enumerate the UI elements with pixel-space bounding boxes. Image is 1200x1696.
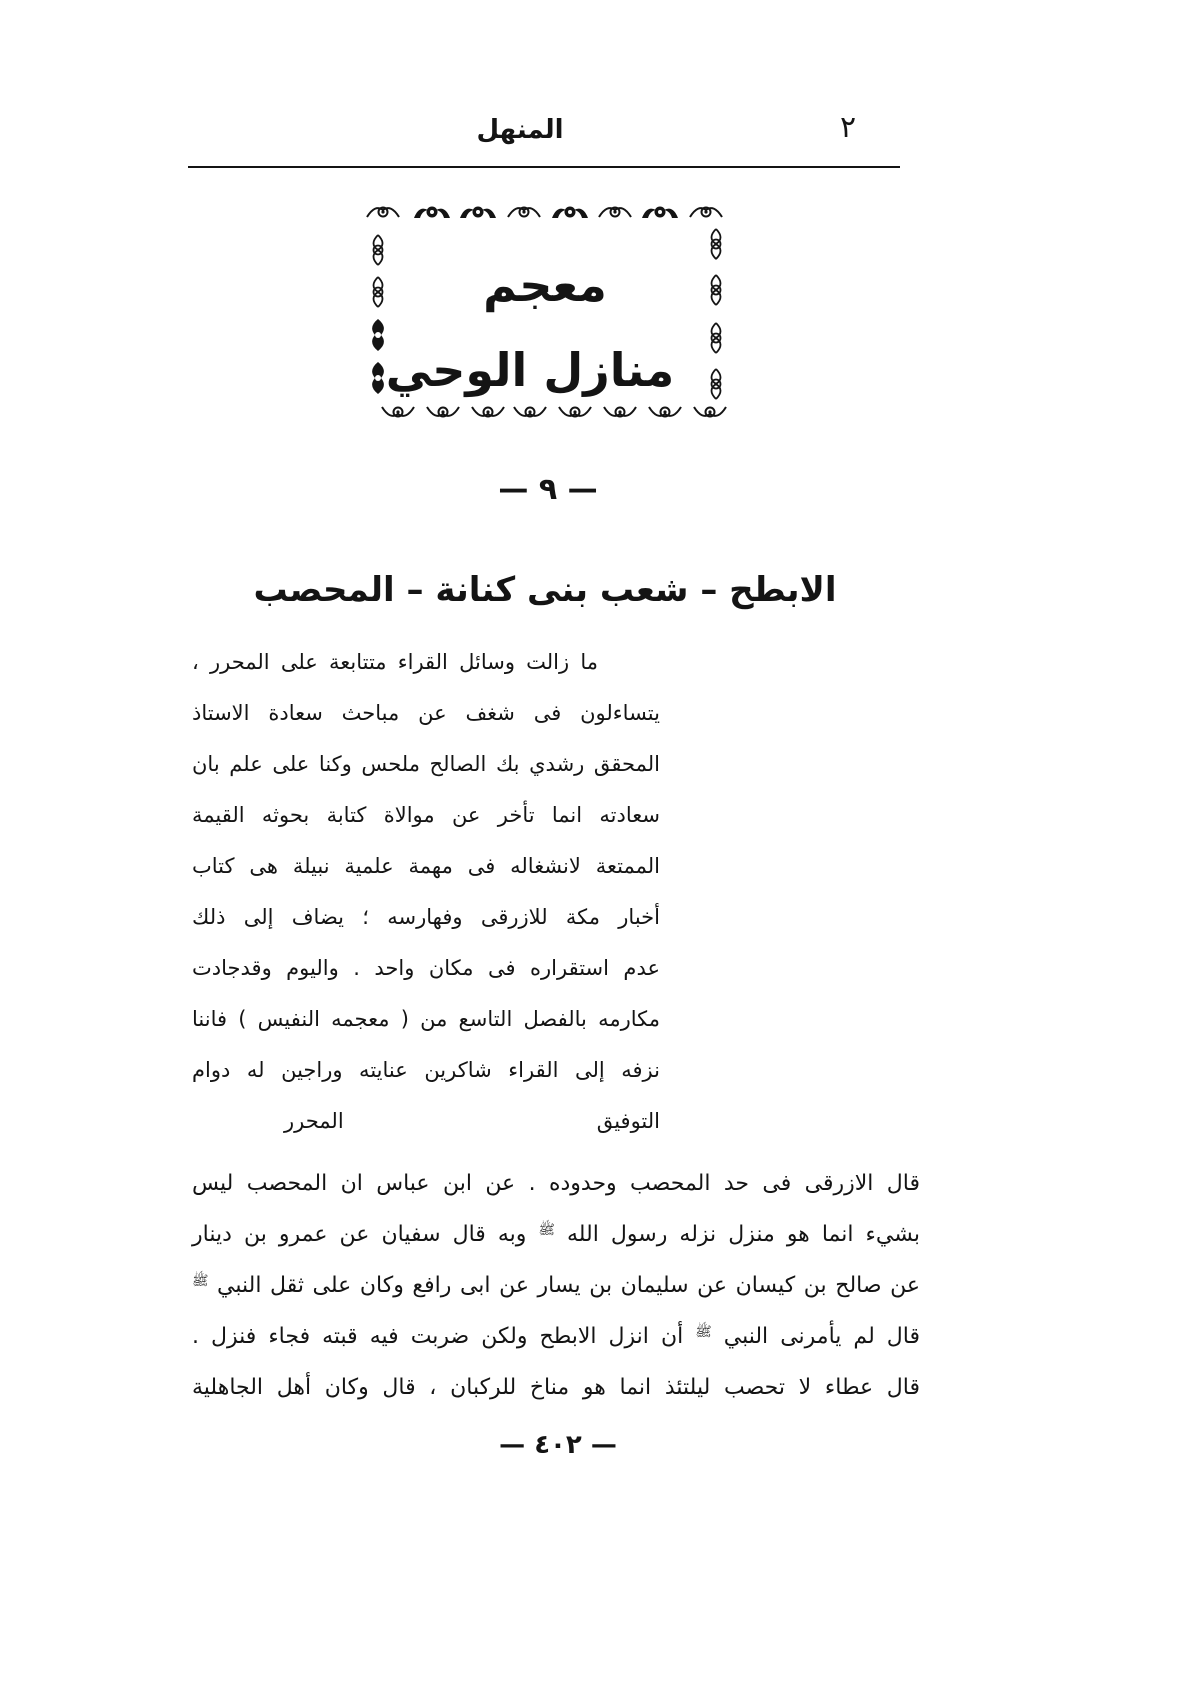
editor-note-closing: التوفيق bbox=[596, 1109, 660, 1133]
body-line: قال الازرقى فى حد المحصب وحدوده . عن ابن عباس ان المحصب ليس bbox=[192, 1171, 920, 1196]
frame-ornament bbox=[712, 229, 721, 259]
header-rule bbox=[188, 166, 900, 168]
running-title: المنهل bbox=[476, 115, 564, 145]
editor-note-line: سعادته انما تأخر عن موالاة كتابة بحوثه القيمة bbox=[192, 803, 660, 827]
editor-note-line: يتساءلون فى شغف عن مباحث سعادة الاستاذ bbox=[192, 701, 660, 725]
body-line: قال عطاء لا تحصب ليلتئذ انما هو مناخ للركبان ، قال وكان أهل الجاهلية bbox=[192, 1375, 920, 1400]
editor-note-line: المحقق رشدي بك الصالح ملحس وكنا على علم بان bbox=[192, 752, 660, 776]
frame-ornament bbox=[712, 323, 721, 353]
frame-ornament bbox=[374, 235, 383, 265]
editor-note-signoff bbox=[192, 1096, 660, 1147]
salutation-ligature: ﷺ bbox=[538, 1221, 555, 1238]
frame-ornament bbox=[460, 207, 496, 219]
footer-page-number: — ٤٠٢ — bbox=[499, 1430, 617, 1460]
frame-ornament bbox=[712, 275, 721, 305]
salutation-ligature: ﷺ bbox=[192, 1272, 209, 1289]
frame-ornament bbox=[599, 208, 631, 218]
editor-note-line: عدم استقراره فى مكان واحد . واليوم وقدجادت bbox=[192, 956, 660, 980]
editor-note-line: مكارمه بالفصل التاسع من ( معجمه النفيس ) فاننا bbox=[192, 1007, 660, 1031]
frame-ornament bbox=[642, 207, 678, 219]
body-line: عن صالح بن كيسان عن سليمان بن يسار عن ابى رافع وكان على ثقل النبي $^ﷺ$ bbox=[192, 1272, 920, 1298]
title-line-2: منازل الوحي bbox=[385, 343, 675, 397]
frame-ornament bbox=[690, 208, 722, 218]
frame-ornament bbox=[694, 407, 726, 417]
editor-note-line: أخبار مكة للازرقى وفهارسه ؛ يضاف إلى ذلك bbox=[192, 905, 660, 929]
editor-note-line: نزفه إلى القراء شاكرين عنايته وراجين له دوام bbox=[192, 1058, 660, 1082]
editor-note-line: ما زالت وسائل القراء متتابعة على المحرر ، bbox=[192, 650, 598, 674]
body-paragraph bbox=[192, 1158, 920, 1413]
section-heading: الابطح – شعب بنى كنانة – المحصب bbox=[253, 570, 837, 610]
editor-signature: المحرر bbox=[284, 1109, 344, 1133]
frame-ornament bbox=[414, 207, 450, 219]
title-line-1: معجم bbox=[483, 258, 607, 312]
body-line: قال لم يأمرنى النبي $^ﷺ$ أن انزل الابطح ولكن ضربت فيه قبته فجاء فنزل . bbox=[192, 1323, 920, 1349]
frame-ornament bbox=[712, 369, 721, 399]
frame-ornament bbox=[552, 207, 588, 219]
salutation-ligature: ﷺ bbox=[695, 1323, 712, 1340]
section-number: — ٩ — bbox=[498, 472, 598, 507]
frame-ornament bbox=[508, 208, 540, 218]
frame-ornament bbox=[367, 208, 399, 218]
header-page-number: ٢ bbox=[839, 110, 857, 145]
editor-note bbox=[192, 637, 660, 1147]
editor-note-line: الممتعة لانشغاله فى مهمة علمية نبيلة هى كتاب bbox=[192, 854, 660, 878]
frame-ornament bbox=[374, 277, 383, 307]
body-line: بشيء انما هو منزل نزله رسول الله $^ﷺ$ وبه قال سفيان عن عمرو بن دينار bbox=[192, 1221, 920, 1247]
